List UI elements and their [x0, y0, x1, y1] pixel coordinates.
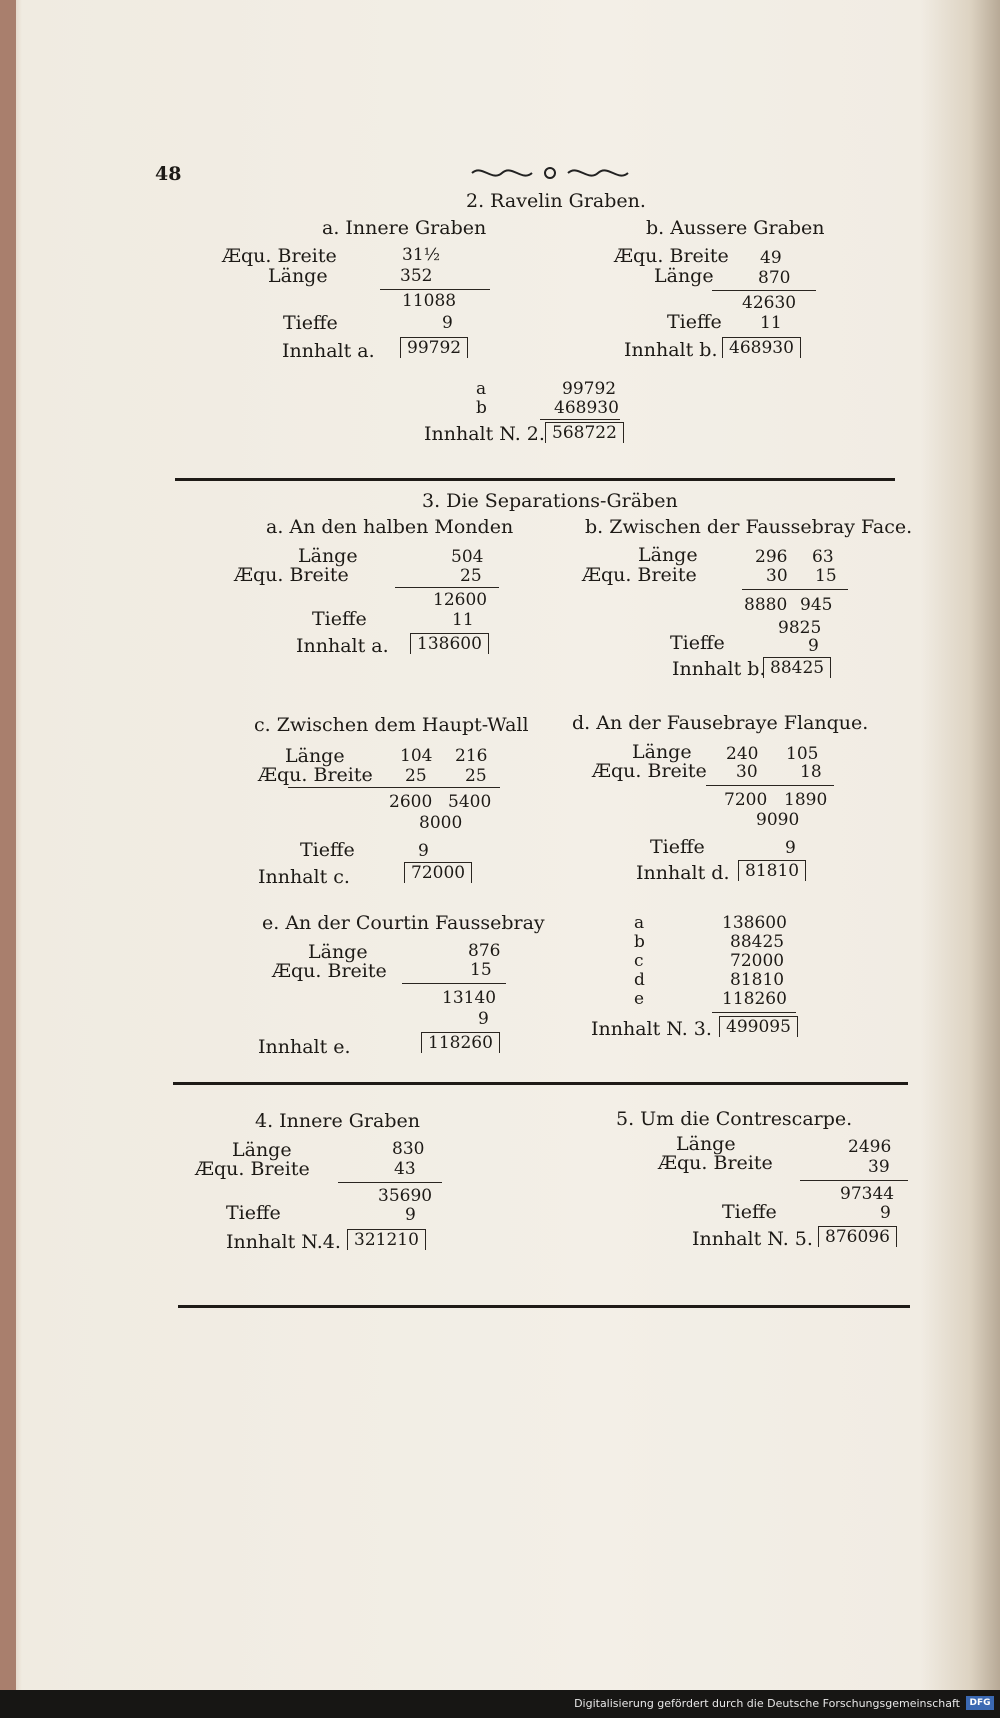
breite-value: 25: [460, 566, 482, 586]
rule: [712, 1012, 796, 1013]
inhalt-label: Innhalt b.: [624, 339, 718, 361]
tieffe-label: Tieffe: [650, 836, 705, 858]
section-2-title: 2. Ravelin Graben.: [466, 190, 646, 212]
laenge-value: 352: [400, 266, 433, 286]
breite-value: 39: [868, 1157, 890, 1177]
laenge-value-2: 216: [455, 746, 488, 766]
breite-label: Æqu. Breite: [592, 760, 707, 782]
product-value: 35690: [378, 1186, 433, 1206]
page-number: 48: [155, 163, 182, 185]
section-4-heading: 4. Innere Graben: [255, 1110, 420, 1132]
section-2a-heading: a. Innere Graben: [322, 217, 487, 239]
laenge-label: Länge: [268, 265, 328, 287]
product-value-1: 2600: [389, 792, 433, 812]
inhalt-value: 81810: [738, 860, 806, 881]
page-spine-edge: [0, 0, 16, 1690]
total-label: Innhalt N. 3.: [591, 1018, 712, 1040]
inhalt-value: 876096: [818, 1226, 897, 1247]
product-value-2: 945: [800, 595, 833, 615]
laenge-label: Länge: [632, 741, 692, 763]
product-value-1: 8880: [744, 595, 788, 615]
product-value: 11088: [402, 291, 457, 311]
rule: [380, 289, 490, 290]
inhalt-label: Innhalt a.: [282, 340, 375, 362]
sum-value: 8000: [419, 813, 463, 833]
tieffe-value: 9: [808, 636, 819, 656]
tieffe-label: Tieffe: [667, 311, 722, 333]
sum-row-label: c: [634, 951, 644, 971]
total-label: Innhalt N. 2.: [424, 423, 545, 445]
laenge-value: 870: [758, 268, 791, 288]
footer-bar: [0, 1690, 1000, 1718]
tieffe-value: 9: [442, 313, 453, 333]
sum-b-label: b: [476, 398, 487, 418]
inhalt-label: Innhalt d.: [636, 862, 730, 884]
inhalt-label: Innhalt b.: [672, 658, 766, 680]
laenge-label: Länge: [232, 1139, 292, 1161]
sum-a-value: 99792: [562, 379, 617, 399]
section-3a-heading: a. An den halben Monden: [266, 516, 514, 538]
inhalt-label: Innhalt e.: [258, 1036, 351, 1058]
section-3c-heading: c. Zwischen dem Haupt-Wall: [254, 714, 529, 736]
sum-row-value: 118260: [722, 989, 787, 1009]
breite-label: Æqu. Breite: [582, 564, 697, 586]
breite-value: 15: [470, 960, 492, 980]
section-2b-heading: b. Aussere Graben: [646, 217, 825, 239]
inhalt-value: 468930: [722, 337, 801, 358]
laenge-value-1: 104: [400, 746, 433, 766]
breite-value-1: 25: [405, 766, 427, 786]
rule: [395, 587, 499, 588]
inhalt-label: Innhalt a.: [296, 635, 389, 657]
section-3b-heading: b. Zwischen der Faussebray Face.: [585, 516, 913, 538]
rule: [742, 589, 848, 590]
breite-value-2: 15: [815, 566, 837, 586]
breite-value-2: 25: [465, 766, 487, 786]
rule: [540, 419, 620, 420]
sum-row-label: a: [634, 913, 645, 933]
total-value: 568722: [545, 422, 624, 443]
dfg-logo: DFG: [966, 1696, 994, 1710]
tieffe-label: Tieffe: [283, 312, 338, 334]
section-divider: [175, 478, 895, 481]
inhalt-value: 118260: [421, 1032, 500, 1053]
inhalt-value: 72000: [404, 862, 472, 883]
section-3d-heading: d. An der Fausebraye Flanque.: [572, 712, 869, 734]
inhalt-label: Innhalt N.4.: [226, 1231, 341, 1253]
section-divider: [173, 1082, 908, 1085]
breite-value-1: 30: [766, 566, 788, 586]
tieffe-label: Tieffe: [670, 632, 725, 654]
rule: [402, 983, 506, 984]
sum-row-value: 72000: [730, 951, 785, 971]
rule: [338, 1182, 442, 1183]
sum-row-value: 138600: [722, 913, 787, 933]
tieffe-label: Tieffe: [300, 839, 355, 861]
breite-value: 43: [394, 1159, 416, 1179]
breite-label: Æqu. Breite: [258, 764, 373, 786]
rule: [706, 785, 834, 786]
inhalt-label: Innhalt N. 5.: [692, 1228, 813, 1250]
inhalt-value: 138600: [410, 633, 489, 654]
inhalt-value: 99792: [400, 337, 468, 358]
sum-row-label: d: [634, 970, 645, 990]
laenge-value-2: 63: [812, 547, 834, 567]
breite-value-1: 30: [736, 762, 758, 782]
footer-text: Digitalisierung gefördert durch die Deutsche Forschungsgemeinschaft: [574, 1697, 960, 1710]
inhalt-label: Innhalt c.: [258, 866, 350, 888]
section-5-heading: 5. Um die Contrescarpe.: [616, 1108, 853, 1130]
sum-row-value: 88425: [730, 932, 785, 952]
laenge-value-1: 296: [755, 547, 788, 567]
laenge-value: 830: [392, 1139, 425, 1159]
product-value: 42630: [742, 293, 797, 313]
sum-value: 9825: [778, 618, 822, 638]
laenge-label: Länge: [298, 545, 358, 567]
breite-value-2: 18: [800, 762, 822, 782]
laenge-value-2: 105: [786, 744, 819, 764]
total-value: 499095: [719, 1016, 798, 1037]
inhalt-value: 321210: [347, 1229, 426, 1250]
product-value-1: 7200: [724, 790, 768, 810]
laenge-value: 876: [468, 941, 501, 961]
section-divider: [178, 1305, 910, 1308]
breite-label: Æqu. Breite: [272, 960, 387, 982]
tieffe-label: Tieffe: [312, 608, 367, 630]
breite-value: 31½: [402, 245, 441, 265]
laenge-value-1: 240: [726, 744, 759, 764]
tieffe-value: 9: [418, 841, 429, 861]
breite-label: Æqu. Breite: [614, 245, 729, 267]
tieffe-value: 9: [880, 1203, 891, 1223]
sum-value: 9090: [756, 810, 800, 830]
laenge-label: Länge: [638, 544, 698, 566]
product-value-2: 1890: [784, 790, 828, 810]
ornament-icon: [468, 162, 632, 184]
tieffe-label: Tieffe: [226, 1202, 281, 1224]
laenge-value: 2496: [848, 1137, 892, 1157]
breite-label: Æqu. Breite: [195, 1158, 310, 1180]
product-value: 97344: [840, 1184, 895, 1204]
section-3e-heading: e. An der Courtin Faussebray: [262, 912, 545, 934]
tieffe-label: Tieffe: [722, 1201, 777, 1223]
rule: [800, 1180, 908, 1181]
tieffe-value: 11: [452, 610, 474, 630]
inhalt-value: 88425: [763, 657, 831, 678]
tieffe-value: 11: [760, 313, 782, 333]
sum-row-label: b: [634, 932, 645, 952]
breite-label: Æqu. Breite: [222, 245, 337, 267]
breite-label: Æqu. Breite: [234, 564, 349, 586]
breite-value: 49: [760, 248, 782, 268]
sum-a-label: a: [476, 379, 487, 399]
laenge-label: Länge: [285, 745, 345, 767]
breite-label: Æqu. Breite: [658, 1152, 773, 1174]
sum-row-value: 81810: [730, 970, 785, 990]
product-value: 13140: [442, 988, 497, 1008]
rule: [288, 787, 500, 788]
product-value-2: 5400: [448, 792, 492, 812]
laenge-label: Länge: [308, 941, 368, 963]
tieffe-value: 9: [405, 1205, 416, 1225]
laenge-value: 504: [451, 547, 484, 567]
tieffe-value: 9: [478, 1009, 489, 1029]
rule: [712, 290, 816, 291]
sum-b-value: 468930: [554, 398, 619, 418]
section-3-title: 3. Die Separations-Gräben: [422, 490, 678, 512]
laenge-label: Länge: [676, 1133, 736, 1155]
product-value: 12600: [433, 590, 488, 610]
sum-row-label: e: [634, 989, 645, 1009]
tieffe-value: 9: [785, 838, 796, 858]
laenge-label: Länge: [654, 265, 714, 287]
